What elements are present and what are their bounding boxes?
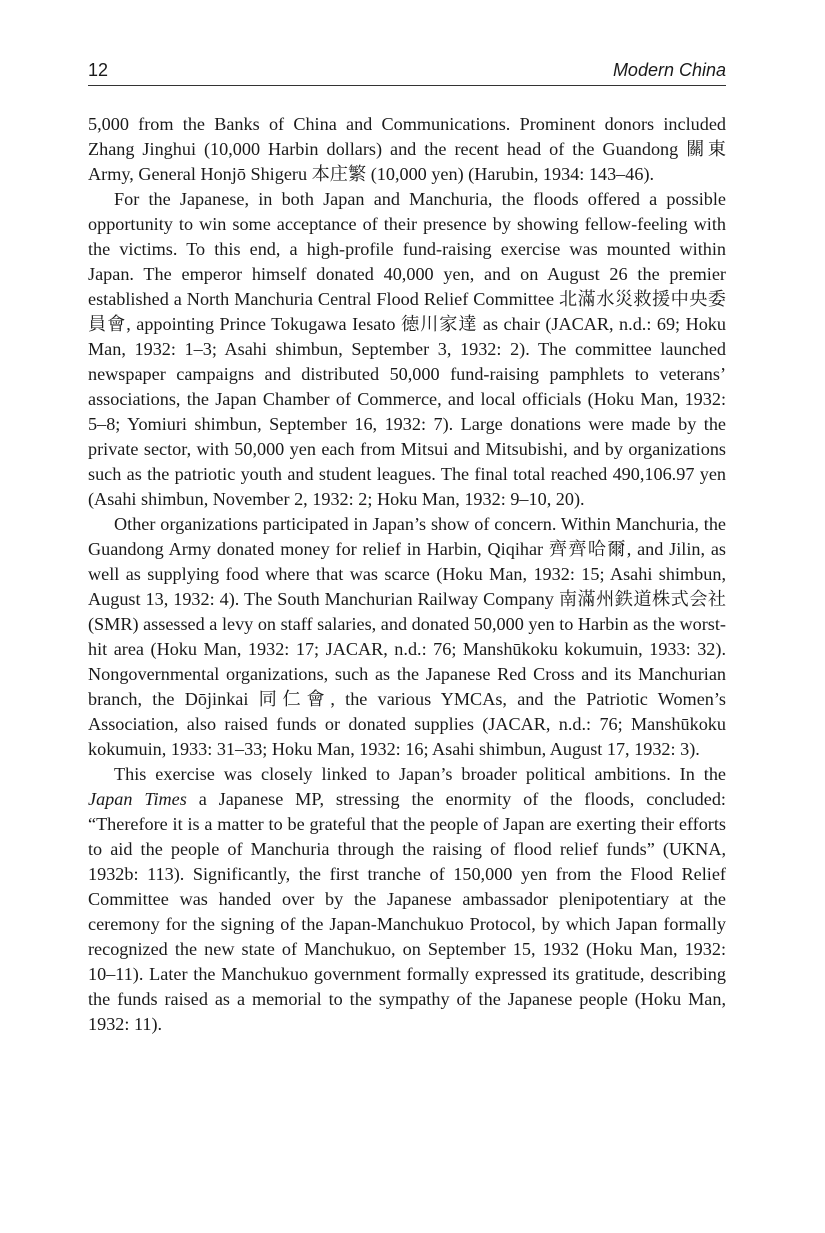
paragraph-japanese-relief: For the Japanese, in both Japan and Manchuria, the floods offered a possible opportunity to win some acceptance of their presence by showing fellow-feeling with the victims. To this end, a high-profile fund-raising exercise was mounted within Japan. The emperor himself donated 40,000 yen, and on August 26 the premier established a North Manchuria Central Flood Relief Committee 北滿水災救援中央委員會, appointing Prince Tokugawa Iesato 徳川家達 as chair (JACAR, n.d.: 69; Hoku Man, 1932: 1–3; Asahi shimbun, September 3, 1932: 2). The committee launched newspaper campaigns and distributed 50,000 fund-raising pamphlets to veterans’ associations, the Japan Chamber of Commerce, and local officials (Hoku Man, 1932: 5–8; Yomiuri shimbun, September 16, 1932: 7). Large donations were made by the private sector, with 50,000 yen each from Mitsui and Mitsubishi, and by organizations such as the patriotic youth and student leagues. The final total reached 490,106.97 yen (Asahi shimbun, November 2, 1932: 2; Hoku Man, 1932: 9–10, 20). (88, 189, 726, 509)
article-body (88, 112, 726, 1037)
running-head (88, 60, 726, 86)
newspaper-title-italic: Japan Times (88, 789, 187, 809)
journal-title: Modern China (612, 60, 726, 80)
paragraph-text-start: This exercise was closely linked to Japan’s broader political ambitions. In the (114, 764, 726, 784)
page-number: 12 (88, 60, 109, 80)
paragraph-political-ambitions (88, 762, 726, 1037)
page (88, 60, 726, 1037)
paragraph-continuation: 5,000 from the Banks of China and Communications. Prominent donors included Zhang Jinghui (10,000 Harbin dollars) and the recent head of the Guandong 關東 Army, General Honjō Shigeru 本庄繁 (10,000 yen) (Harubin, 1934: 143–46). (88, 114, 726, 184)
paragraph-text-end: a Japanese MP, stressing the enormity of the floods, concluded: “Therefore it is a matter to be grateful that the people of Japan are exerting their efforts to aid the people of Manchuria through the raising of flood relief funds” (UKNA, 1932b: 113). Significantly, the first tranche of 150,000 yen from the Flood Relief Committee was handed over by the Japanese ambassador plenipotentiary at the ceremony for the signing of the Japan-Manchukuo Protocol, by which Japan formally recognized the new state of Manchukuo, on September 15, 1932 (Hoku Man, 1932: 10–11). Later the Manchukuo government formally expressed its gratitude, describing the funds raised as a memorial to the sympathy of the Japanese people (Hoku Man, 1932: 11). (88, 789, 726, 1034)
paragraph-other-organizations: Other organizations participated in Japan’s show of concern. Within Manchuria, the Guandong Army donated money for relief in Harbin, Qiqihar 齊齊哈爾, and Jilin, as well as supplying food where that was scarce (Hoku Man, 1932: 15; Asahi shimbun, August 13, 1932: 4). The South Manchurian Railway Company 南滿州鉄道株式会社 (SMR) assessed a levy on staff salaries, and donated 50,000 yen to Harbin as the worst-hit area (Hoku Man, 1932: 17; JACAR, n.d.: 76; Manshūkoku kokumuin, 1933: 32). Nongovernmental organizations, such as the Japanese Red Cross and its Manchurian branch, the Dōjinkai 同仁會, the various YMCAs, and the Patriotic Women’s Association, also raised funds or donated supplies (JACAR, n.d.: 76; Manshūkoku kokumuin, 1933: 31–33; Hoku Man, 1932: 16; Asahi shimbun, August 17, 1932: 3). (88, 514, 726, 759)
